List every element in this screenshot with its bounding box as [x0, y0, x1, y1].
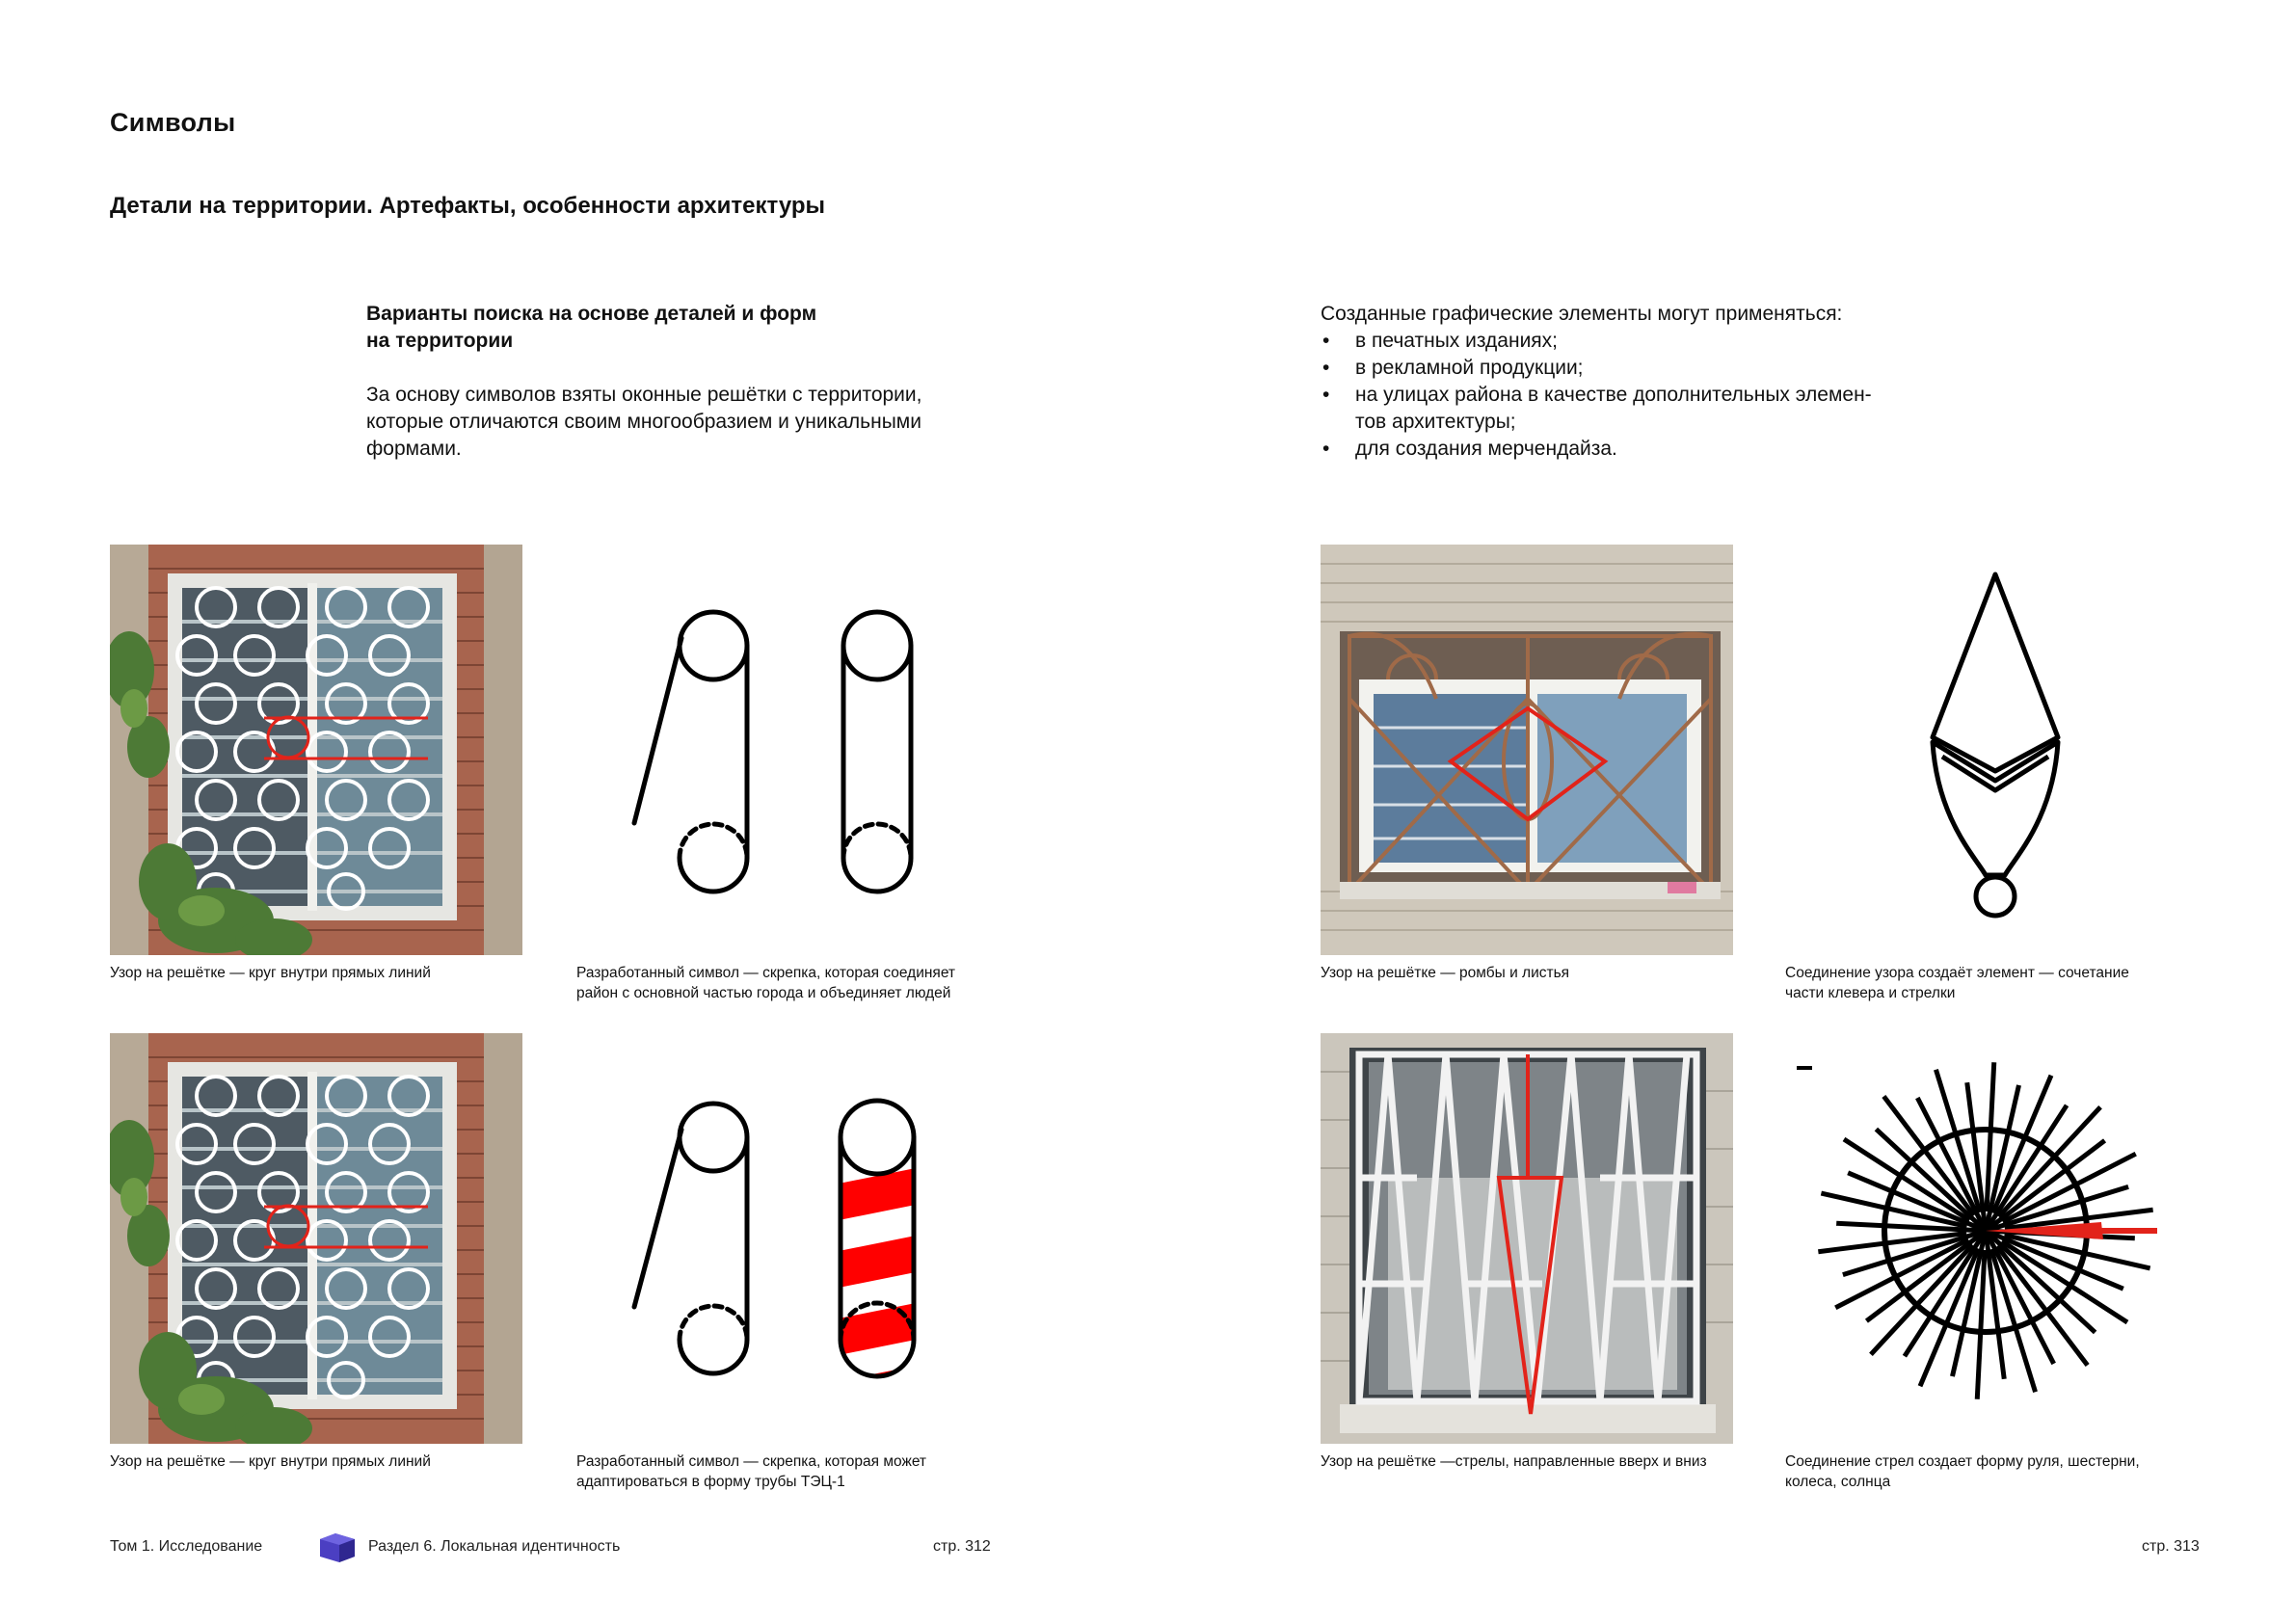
intro-heading — [366, 301, 993, 355]
caption-symbol-wheel — [1785, 1451, 2140, 1492]
photo-window-circles — [110, 545, 522, 955]
caption-symbol-clover — [1785, 963, 2129, 1003]
caption-photo-arrows: Узор на решётке —стрелы, направленные вверх и вниз — [1321, 1453, 1707, 1470]
list-item: • на улицах района в качестве дополнительных элемен- тов архитектуры; — [1321, 382, 1947, 436]
footer-page-left: стр. 312 — [933, 1538, 991, 1555]
section-logo-icon — [316, 1531, 359, 1564]
caption-line: адаптироваться в форму трубы ТЭЦ-1 — [576, 1474, 845, 1490]
section-subtitle: Детали на территории. Артефакты, особенности архитектуры — [110, 193, 826, 219]
applications-block — [1321, 301, 1947, 463]
intro-heading-line: на территории — [366, 330, 514, 352]
caption-line: Соединение узора создаёт элемент — сочетание — [1785, 965, 2129, 981]
symbol-clover-arrow — [1889, 569, 2101, 925]
caption-line: Разработанный символ — скрепка, которая может — [576, 1453, 927, 1470]
applications-list — [1321, 328, 1947, 463]
photo-window-rhombus — [1321, 545, 1733, 955]
caption-line: район с основной частью города и объединяет людей — [576, 985, 951, 1001]
page-title: Символы — [110, 108, 236, 137]
intro-body — [366, 382, 1002, 463]
list-item: • для создания мерчендайза. — [1321, 436, 1947, 463]
intro-body-line: формами. — [366, 438, 462, 460]
symbol-paperclip — [578, 569, 983, 906]
applications-lead: Созданные графические элементы могут применяться: — [1321, 303, 1843, 325]
list-item: • в печатных изданиях; — [1321, 328, 1947, 355]
caption-photo-rhombus: Узор на решётке — ромбы и листья — [1321, 965, 1570, 981]
symbol-sun-wheel — [1774, 1051, 2159, 1407]
intro-heading-line: Варианты поиска на основе деталей и форм — [366, 303, 817, 325]
photo-window-arrows — [1321, 1033, 1733, 1444]
caption-symbol-paperclip — [576, 963, 955, 1003]
footer-page-right: стр. 313 — [2142, 1538, 2200, 1555]
caption-line: части клевера и стрелки — [1785, 985, 1956, 1001]
caption-line: Соединение стрел создает форму руля, шестерни, — [1785, 1453, 2140, 1470]
footer-section: Раздел 6. Локальная идентичность — [368, 1538, 621, 1555]
photo-window-circles-alt — [110, 1033, 522, 1444]
intro-body-line: За основу символов взяты оконные решётки с территории, — [366, 384, 922, 406]
caption-line: Разработанный символ — скрепка, которая соединяет — [576, 965, 956, 981]
caption-symbol-chimney — [576, 1451, 926, 1492]
footer-volume: Том 1. Исследование — [110, 1538, 263, 1555]
symbol-paperclip-chimney — [578, 1060, 983, 1398]
list-item: • в рекламной продукции; — [1321, 355, 1947, 382]
caption-photo-circles-alt: Узор на решётке — круг внутри прямых линий — [110, 1453, 431, 1470]
caption-line: колеса, солнца — [1785, 1474, 1891, 1490]
caption-photo-circles: Узор на решётке — круг внутри прямых линий — [110, 965, 431, 981]
intro-body-line: которые отличаются своим многообразием и уникальными — [366, 411, 921, 433]
